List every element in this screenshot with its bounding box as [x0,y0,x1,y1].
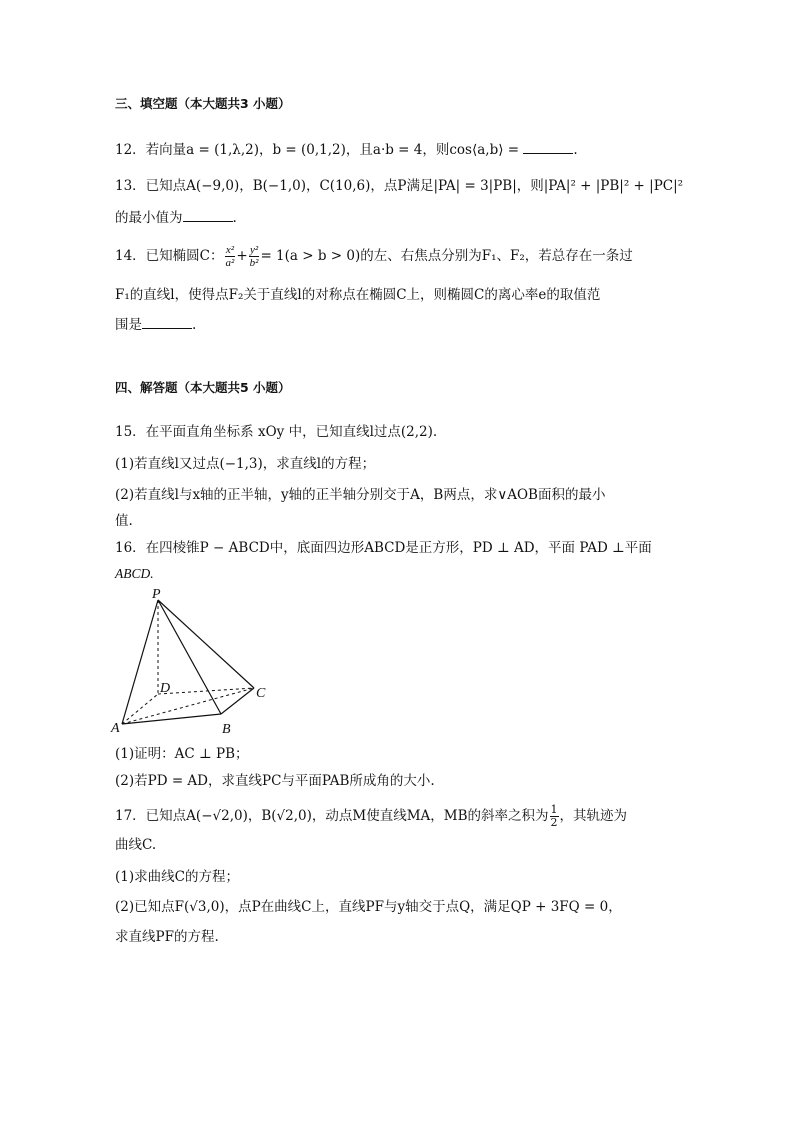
question-16-part2: (2)若PD = AD，求直线PC与平面PAB所成角的大小. [115,773,435,789]
label-A: A [111,721,120,736]
label-C: C [256,686,266,701]
q13-answer-blank [183,209,233,222]
q14-frac1-den: a² [225,257,235,269]
edge-DC-hidden [158,688,254,694]
question-17-part2-line2: 求直线PF的方程. [115,929,219,945]
question-16-line2: ABCD. [115,566,154,581]
pyramid-figure [110,586,280,738]
edge-AC-hidden [122,688,254,724]
edge-PA [122,600,158,724]
section-4-heading: 四、解答题（本大题共5 小题） [115,380,291,395]
question-15-part1: (1)若直线l又过点(−1,3)，求直线l的方程； [115,456,376,472]
question-17-line1 [115,801,627,831]
q17-line1a: 17．已知点A(−√2,0)，B(√2,0)，动点M使直线MA，MB的斜率之积为 [115,808,549,824]
q17-frac-den: 2 [550,816,558,829]
label-B: B [222,722,231,737]
question-15-part2-line2: 值. [115,513,133,529]
edge-AB [122,714,221,724]
question-14-line3 [115,315,196,335]
q17-frac-num: 1 [550,803,558,816]
question-17-part2-line1: (2)已知点F(√3,0)，点P在曲线C上，直线PF与y轴交于点Q，满足QP + 3FQ = 0， [115,899,622,915]
q12-answer-blank [523,141,573,154]
q14-line3-text: 围是 [115,317,142,333]
q14-line1a: 14．已知椭圆C： [115,248,224,264]
edge-PC [158,600,254,688]
q17-line1b: ，其轨迹为 [559,808,628,824]
question-15-line1: 15．在平面直角坐标系 xOy 中，已知直线l过点(2,2). [115,424,438,440]
edge-PB [158,600,221,714]
edge-BC [221,688,254,714]
q14-line1b: = 1(a > b > 0)的左、右焦点分别为F₁、F₂，若总存在一条过 [260,248,633,264]
q12-text: 12．若向量a = (1,λ,2)，b = (0,1,2)，且a·b = 4，则cos⟨a,b⟩ = [115,142,520,158]
q14-tail: . [192,317,197,333]
question-15-part2-line1: (2)若直线l与x轴的正半轴，y轴的正半轴分别交于A，B两点，求∨AOB面积的最小 [115,487,606,503]
q13-line2-text: 的最小值为 [115,210,183,226]
q14-answer-blank [142,316,192,329]
q14-frac2-num: y² [249,244,259,256]
question-14-line1 [115,241,633,271]
question-16-line1: 16．在四棱锥P − ABCD中，底面四边形ABCD是正方形，PD ⊥ AD，平面 PAD ⊥平面 [115,540,652,556]
q14-plus: + [236,248,248,264]
q14-frac1-num: x² [225,244,235,256]
section-3-heading: 三、填空题（本大题共3 小题） [115,96,291,111]
q13-tail: . [232,210,237,226]
question-16-part1: (1)证明：AC ⊥ PB； [115,746,249,762]
question-14-line2: F₁的直线l，使得点F₂关于直线l的对称点在椭圆C上，则椭圆C的离心率e的取值范 [115,287,601,303]
label-D: D [160,681,171,696]
q17-fraction-half [550,804,559,829]
q12-tail: . [573,142,578,158]
q14-fraction-x [225,244,236,269]
question-17-line2: 曲线C. [115,837,157,853]
question-12 [115,140,578,160]
question-13-line1: 13．已知点A(−9,0)，B(−1,0)，C(10,6)，点P满足|PA| = 3|PB|，则|PA|² + |PB|² + |PC|² [115,178,684,194]
question-13-line2 [115,208,237,228]
label-P: P [152,587,161,602]
question-17-part1: (1)求曲线C的方程； [115,869,239,885]
q14-fraction-y [249,244,260,269]
q14-frac2-den: b² [249,257,259,269]
